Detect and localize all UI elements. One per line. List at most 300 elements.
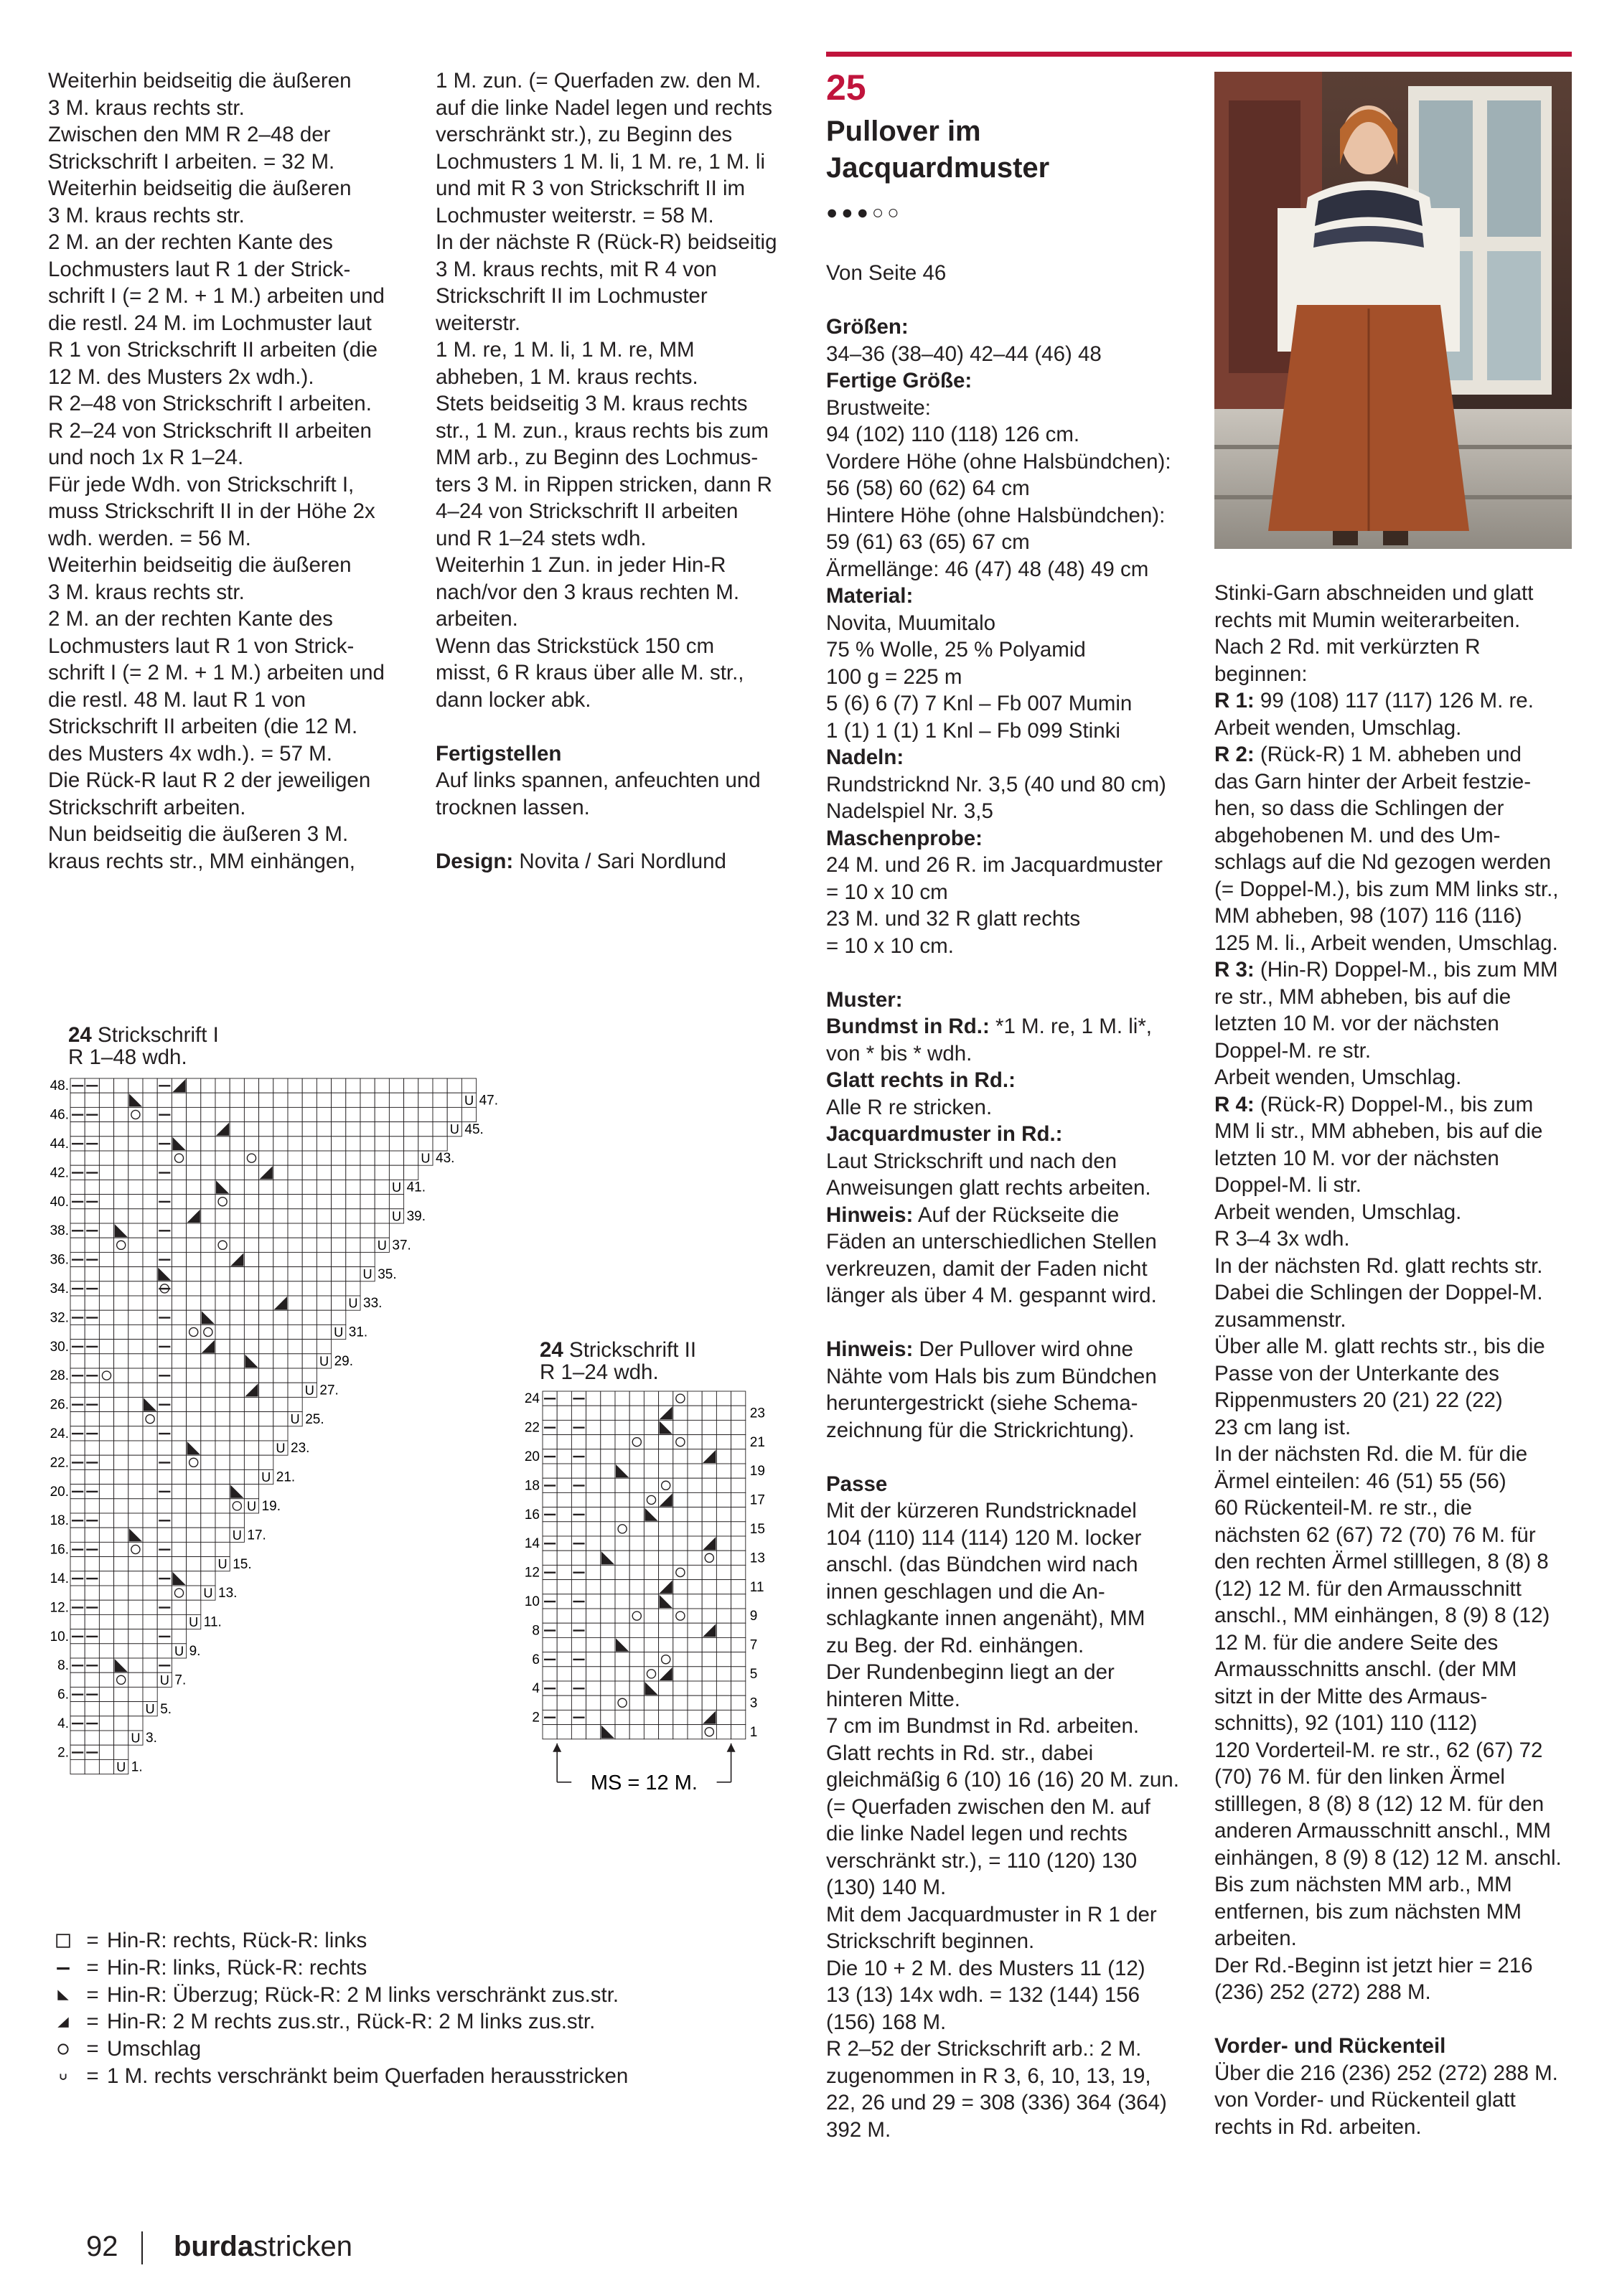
chart-cell <box>143 1354 157 1368</box>
chart-cell <box>143 1223 157 1238</box>
chart-cell <box>702 1681 716 1695</box>
chart-cell <box>615 1507 629 1522</box>
chart-cell <box>615 1406 629 1420</box>
chart-cell <box>601 1507 615 1522</box>
chart-cell <box>433 1078 447 1093</box>
dash-icon <box>159 1172 170 1173</box>
chart-cell <box>99 1180 113 1194</box>
chart-cell <box>128 1542 143 1556</box>
chart-cell <box>615 1710 629 1724</box>
chart-cell <box>244 1485 258 1499</box>
body-line: str., 1 M. zun., kraus rechts bis zum <box>436 418 769 443</box>
chart1-grid <box>50 1078 498 1775</box>
dash-icon <box>573 1717 584 1718</box>
chart-cell <box>143 1093 157 1107</box>
chart-cell <box>172 1165 186 1180</box>
chart-cell <box>187 1426 201 1441</box>
chart-cell <box>70 1441 85 1455</box>
chart-cell <box>201 1165 215 1180</box>
chart-cell <box>346 1078 360 1093</box>
chart-cell <box>85 1469 99 1484</box>
row-label: 24 <box>524 1391 540 1407</box>
chart-cell <box>244 1426 258 1441</box>
arrow-up-icon <box>727 1744 736 1752</box>
chart-cell <box>128 1078 143 1093</box>
chart-cell <box>346 1165 360 1180</box>
chart-cell <box>317 1165 331 1180</box>
dash-icon <box>86 1462 98 1463</box>
chart-cell <box>629 1580 644 1594</box>
chart-cell <box>332 1209 346 1223</box>
chart-cell <box>629 1464 644 1478</box>
dash-icon <box>72 1491 83 1492</box>
chart-cell <box>302 1252 317 1266</box>
legend-text: Hin-R: rechts, Rück-R: links <box>107 1929 367 1952</box>
row-label: 12. <box>50 1600 69 1616</box>
chart-cell <box>557 1681 571 1695</box>
chart-cell <box>644 1449 658 1464</box>
row-label: 44. <box>50 1136 69 1152</box>
dash-icon <box>544 1601 556 1602</box>
chart-cell <box>557 1623 571 1637</box>
chart-cell <box>302 1122 317 1137</box>
body-line: das Garn hinter der Arbeit festzie- <box>1214 769 1532 794</box>
chart-cell <box>644 1565 658 1579</box>
chart-cell <box>259 1354 273 1368</box>
chart-cell <box>114 1397 128 1411</box>
difficulty-rating: ●●●○○ <box>826 202 903 223</box>
chart-cell <box>360 1223 375 1238</box>
chart-cell <box>114 1426 128 1441</box>
chart-cell <box>601 1478 615 1492</box>
chart-cell <box>688 1522 702 1536</box>
chart-cell <box>586 1609 601 1623</box>
body-line: 75 % Wolle, 25 % Polyamid <box>826 638 1086 662</box>
chart-cell <box>99 1759 113 1774</box>
chart-cell <box>99 1368 113 1383</box>
chart-cell <box>85 1267 99 1281</box>
body-line: schlags auf die Nd gezogen werden <box>1214 850 1552 874</box>
chart-cell <box>172 1368 186 1383</box>
chart-cell <box>187 1513 201 1528</box>
chart-cell <box>557 1420 571 1434</box>
chart-cell <box>346 1195 360 1209</box>
chart-cell <box>201 1180 215 1194</box>
chart-cell <box>302 1267 317 1281</box>
chart-cell <box>571 1464 586 1478</box>
chart-cell <box>114 1629 128 1644</box>
chart-cell <box>187 1325 201 1339</box>
body-line: (130) 140 M. <box>826 1876 947 1899</box>
body-line: Weiterhin beidseitig die äußeren <box>48 553 352 577</box>
chart-cell <box>543 1725 557 1739</box>
chart-cell <box>557 1594 571 1609</box>
chart-cell <box>259 1383 273 1397</box>
dash-icon <box>72 1259 83 1261</box>
u-icon <box>48 2070 78 2083</box>
chart-cell <box>317 1252 331 1266</box>
chart-cell <box>302 1151 317 1165</box>
chart-cell <box>172 1600 186 1614</box>
body-line: 24 M. und 26 R. im Jacquardmuster <box>826 853 1163 877</box>
chart-cell <box>172 1325 186 1339</box>
body-line: re str., MM abheben, bis auf die <box>1214 984 1511 1009</box>
chart-cell <box>187 1281 201 1296</box>
chart-cell <box>688 1594 702 1609</box>
row-label: 17. <box>247 1528 266 1543</box>
row-label: 31. <box>348 1325 368 1340</box>
chart-cell <box>731 1492 746 1507</box>
body-line: 120 Vorderteil-M. re str., 62 (67) 72 <box>1214 1738 1543 1762</box>
chart-cell <box>615 1652 629 1667</box>
dash-icon <box>86 1230 98 1231</box>
chart-cell <box>99 1571 113 1586</box>
chart-cell <box>571 1695 586 1710</box>
dash-icon <box>159 1201 170 1203</box>
legend-item <box>48 1954 628 1982</box>
chart-cell <box>731 1681 746 1695</box>
chart-cell <box>143 1238 157 1252</box>
knitting-chart-2 <box>517 1388 765 1797</box>
dash-icon <box>72 1636 83 1637</box>
u-icon: U <box>449 1122 459 1137</box>
chart-cell <box>601 1681 615 1695</box>
row-label: 36. <box>50 1252 69 1268</box>
chart-cell <box>543 1580 557 1594</box>
chart-cell <box>215 1499 230 1513</box>
chart-cell <box>273 1325 288 1339</box>
dash-icon <box>544 1456 556 1457</box>
chart-cell <box>731 1667 746 1681</box>
chart-cell <box>731 1652 746 1667</box>
chart-cell <box>172 1310 186 1325</box>
chart-cell <box>615 1565 629 1579</box>
dash-icon <box>72 1665 83 1666</box>
chart-cell <box>332 1267 346 1281</box>
chart-cell <box>586 1725 601 1739</box>
body-line: Hintere Höhe (ohne Halsbündchen): <box>826 503 1166 527</box>
chart-cell <box>85 1180 99 1194</box>
row-label: 3 <box>749 1695 758 1711</box>
chart-cell <box>317 1195 331 1209</box>
body-line: (= Querfaden zwischen den M. auf <box>826 1794 1150 1819</box>
chart-cell <box>688 1492 702 1507</box>
chart-cell <box>302 1093 317 1107</box>
body-line: Ärmellänge: 46 (47) 48 (48) 49 cm <box>826 557 1149 581</box>
body-line: auf die linke Nadel legen und rechts <box>436 95 773 120</box>
chart-cell <box>360 1078 375 1093</box>
chart-cell <box>404 1165 418 1180</box>
chart-cell <box>346 1238 360 1252</box>
chart-cell <box>70 1614 85 1629</box>
chart-cell <box>644 1536 658 1551</box>
chart-cell <box>461 1078 476 1093</box>
chart-cell <box>143 1586 157 1600</box>
body-line: Brustweite: <box>826 395 931 420</box>
dash-icon <box>544 1485 556 1486</box>
body-line: Laut Strickschrift und nach den <box>826 1149 1117 1173</box>
dash-icon <box>72 1751 83 1753</box>
chart-cell <box>244 1122 258 1137</box>
chart-cell <box>187 1542 201 1556</box>
chart-cell <box>187 1093 201 1107</box>
chart-cell <box>586 1449 601 1464</box>
chart-cell <box>70 1528 85 1542</box>
chart-cell <box>99 1586 113 1600</box>
chart-cell <box>302 1078 317 1093</box>
chart-cell <box>586 1565 601 1579</box>
chart-cell <box>187 1223 201 1238</box>
chart-cell <box>114 1469 128 1484</box>
body-line: des Musters 4x wdh.). = 57 M. <box>48 741 332 766</box>
row-label: 14. <box>50 1571 69 1586</box>
chart-cell <box>317 1238 331 1252</box>
chart-cell <box>187 1571 201 1586</box>
body-line: arbeiten. <box>1214 1926 1297 1950</box>
chart-cell <box>128 1383 143 1397</box>
dash-icon <box>86 1549 98 1551</box>
chart-cell <box>716 1536 731 1551</box>
row-label: 7 <box>749 1637 758 1653</box>
chart-cell <box>346 1107 360 1121</box>
chart-cell <box>70 1209 85 1223</box>
chart-cell <box>601 1580 615 1594</box>
body-line: wdh. werden. = 56 M. <box>48 526 251 550</box>
repeat-label: MS = 12 M. <box>590 1771 698 1794</box>
u-icon: U <box>189 1614 199 1629</box>
chart-cell <box>157 1441 172 1455</box>
row-label: 5 <box>749 1666 758 1682</box>
chart-cell <box>85 1586 99 1600</box>
chart-cell <box>461 1107 476 1121</box>
body-line: muss Strickschrift II in der Höhe 2x <box>48 499 375 523</box>
chart-cell <box>172 1195 186 1209</box>
chart-cell <box>659 1478 673 1492</box>
chart-cell <box>128 1716 143 1731</box>
chart-cell <box>615 1609 629 1623</box>
chart-cell <box>128 1180 143 1194</box>
chart-cell <box>644 1594 658 1609</box>
chart-cell <box>731 1449 746 1464</box>
body-line: Stets beidseitig 3 M. kraus rechts <box>436 392 748 415</box>
chart-cell <box>172 1557 186 1571</box>
chart-cell <box>143 1340 157 1354</box>
chart-cell <box>586 1507 601 1522</box>
chart-cell <box>702 1464 716 1478</box>
legend-equals: = <box>86 1982 99 2007</box>
chart-cell <box>659 1695 673 1710</box>
row-label: 48. <box>50 1078 69 1094</box>
chart-cell <box>688 1406 702 1420</box>
chart-cell <box>99 1513 113 1528</box>
chart-cell <box>273 1426 288 1441</box>
chart-cell <box>172 1586 186 1600</box>
chart-cell <box>673 1551 688 1565</box>
chart-cell <box>114 1107 128 1121</box>
chart-cell <box>85 1441 99 1455</box>
body-line: 1 M. re, 1 M. li, 1 M. re, MM <box>436 338 695 362</box>
chart-cell <box>230 1281 244 1296</box>
chart-cell <box>172 1238 186 1252</box>
chart-cell <box>143 1151 157 1165</box>
chart-cell <box>99 1644 113 1658</box>
chart-cell <box>317 1281 331 1296</box>
chart-cell <box>244 1340 258 1354</box>
chart-cell <box>201 1412 215 1426</box>
chart-cell <box>317 1296 331 1310</box>
chart-cell <box>128 1658 143 1672</box>
body-line: die restl. 24 M. im Lochmuster laut <box>48 311 372 335</box>
chart-cell <box>288 1078 302 1093</box>
chart-cell <box>201 1542 215 1556</box>
chart-cell <box>404 1122 418 1137</box>
chart-cell <box>128 1469 143 1484</box>
dash-icon <box>159 1606 170 1608</box>
chart-cell <box>317 1223 331 1238</box>
chart-cell <box>288 1325 302 1339</box>
chart-cell <box>215 1455 230 1469</box>
chart-cell <box>114 1383 128 1397</box>
chart-cell <box>201 1267 215 1281</box>
row-label: 9. <box>189 1643 201 1659</box>
chart-cell <box>716 1522 731 1536</box>
body-line: Lochmuster weiterstr. = 58 M. <box>436 203 714 227</box>
chart-cell <box>143 1441 157 1455</box>
chart-cell <box>716 1551 731 1565</box>
chart-cell <box>673 1406 688 1420</box>
legend-text: Umschlag <box>107 2037 202 2061</box>
dash-icon <box>573 1572 584 1573</box>
row-label: 4 <box>532 1681 540 1697</box>
chart-cell <box>629 1710 644 1724</box>
chart-cell <box>70 1731 85 1745</box>
chart-cell <box>259 1267 273 1281</box>
chart-cell <box>143 1107 157 1121</box>
chart-cell <box>731 1695 746 1710</box>
dash-icon <box>159 1259 170 1261</box>
chart-cell <box>85 1093 99 1107</box>
body-line: Über alle M. glatt rechts str., bis die <box>1214 1335 1545 1358</box>
chart-cell <box>187 1078 201 1093</box>
chart-cell <box>557 1536 571 1551</box>
chart-cell <box>629 1478 644 1492</box>
chart-cell <box>172 1107 186 1121</box>
body-line: 3 M. kraus rechts str. <box>48 203 245 227</box>
chart-cell <box>288 1165 302 1180</box>
chart-cell <box>302 1354 317 1368</box>
chart-cell <box>99 1267 113 1281</box>
chart-cell <box>288 1296 302 1310</box>
chart-cell <box>244 1296 258 1310</box>
body-line: Doppel-M. re str. <box>1214 1038 1372 1063</box>
chart-cell <box>629 1391 644 1406</box>
chart-cell <box>99 1687 113 1701</box>
chart-cell <box>601 1667 615 1681</box>
chart-cell <box>332 1093 346 1107</box>
dash-icon <box>72 1578 83 1579</box>
dash-icon <box>544 1629 556 1631</box>
chart-cell <box>557 1391 571 1406</box>
chart-cell <box>615 1667 629 1681</box>
chart-cell <box>273 1368 288 1383</box>
chart-cell <box>615 1681 629 1695</box>
chart-cell <box>673 1710 688 1724</box>
chart-cell <box>201 1383 215 1397</box>
chart-cell <box>244 1137 258 1151</box>
body-line: hen, so dass die Schlingen der <box>1214 796 1504 820</box>
u-icon: U <box>391 1180 402 1195</box>
chart-cell <box>230 1122 244 1137</box>
chart-cell <box>346 1223 360 1238</box>
chart-cell <box>157 1209 172 1223</box>
chart-cell <box>230 1340 244 1354</box>
chart-cell <box>70 1325 85 1339</box>
accent-rule <box>826 52 1572 57</box>
chart-cell <box>644 1667 658 1681</box>
chart-cell <box>629 1435 644 1449</box>
dash-icon <box>544 1659 556 1660</box>
chart-cell <box>70 1586 85 1600</box>
chart-cell <box>201 1485 215 1499</box>
finishing-heading: Fertigstellen <box>436 741 562 766</box>
chart-cell <box>716 1464 731 1478</box>
chart-cell <box>346 1252 360 1266</box>
chart-cell <box>615 1522 629 1536</box>
dash-icon <box>86 1578 98 1579</box>
chart-cell <box>143 1557 157 1571</box>
chart-cell <box>99 1557 113 1571</box>
chart-cell <box>201 1209 215 1223</box>
chart-cell <box>360 1195 375 1209</box>
dash-icon <box>72 1172 83 1173</box>
chart-cell <box>128 1571 143 1586</box>
dash-icon <box>72 1201 83 1203</box>
chart-cell <box>114 1137 128 1151</box>
chart-cell <box>128 1485 143 1499</box>
chart-cell <box>731 1507 746 1522</box>
dash-icon <box>573 1427 584 1429</box>
chart-cell <box>244 1180 258 1194</box>
chart-cell <box>601 1637 615 1652</box>
chart-cell <box>644 1652 658 1667</box>
chart-cell <box>615 1623 629 1637</box>
body-line: In der nächste R (Rück-R) beidseitig <box>436 230 777 254</box>
dash-icon <box>573 1456 584 1457</box>
chart-cell <box>288 1281 302 1296</box>
chart-cell <box>70 1412 85 1426</box>
body-line: 5 (6) 6 (7) 7 Knl – Fb 007 Mumin <box>826 692 1133 715</box>
body-line: letzten 10 M. vor der nächsten <box>1214 1146 1499 1170</box>
chart-cell <box>99 1340 113 1354</box>
chart-cell <box>85 1557 99 1571</box>
dash-icon <box>86 1085 98 1086</box>
u-icon: U <box>421 1151 431 1166</box>
chart-cell <box>70 1557 85 1571</box>
chart-cell <box>114 1455 128 1469</box>
row-label: 29. <box>334 1353 354 1369</box>
dash-icon <box>573 1688 584 1689</box>
chart-cell <box>731 1565 746 1579</box>
chart-cell <box>215 1151 230 1165</box>
body-line: schnitts), 92 (101) 110 (112) <box>1214 1711 1478 1735</box>
legend-text: Hin-R: Überzug; Rück-R: 2 M links verschränkt zus.str. <box>107 1982 619 2007</box>
chart-cell <box>259 1238 273 1252</box>
row-label: 4. <box>57 1716 69 1731</box>
body-line: Strickschrift beginnen. <box>826 1929 1035 1953</box>
dash-icon <box>86 1172 98 1173</box>
chart-cell <box>128 1644 143 1658</box>
u-icon: U <box>217 1557 228 1572</box>
